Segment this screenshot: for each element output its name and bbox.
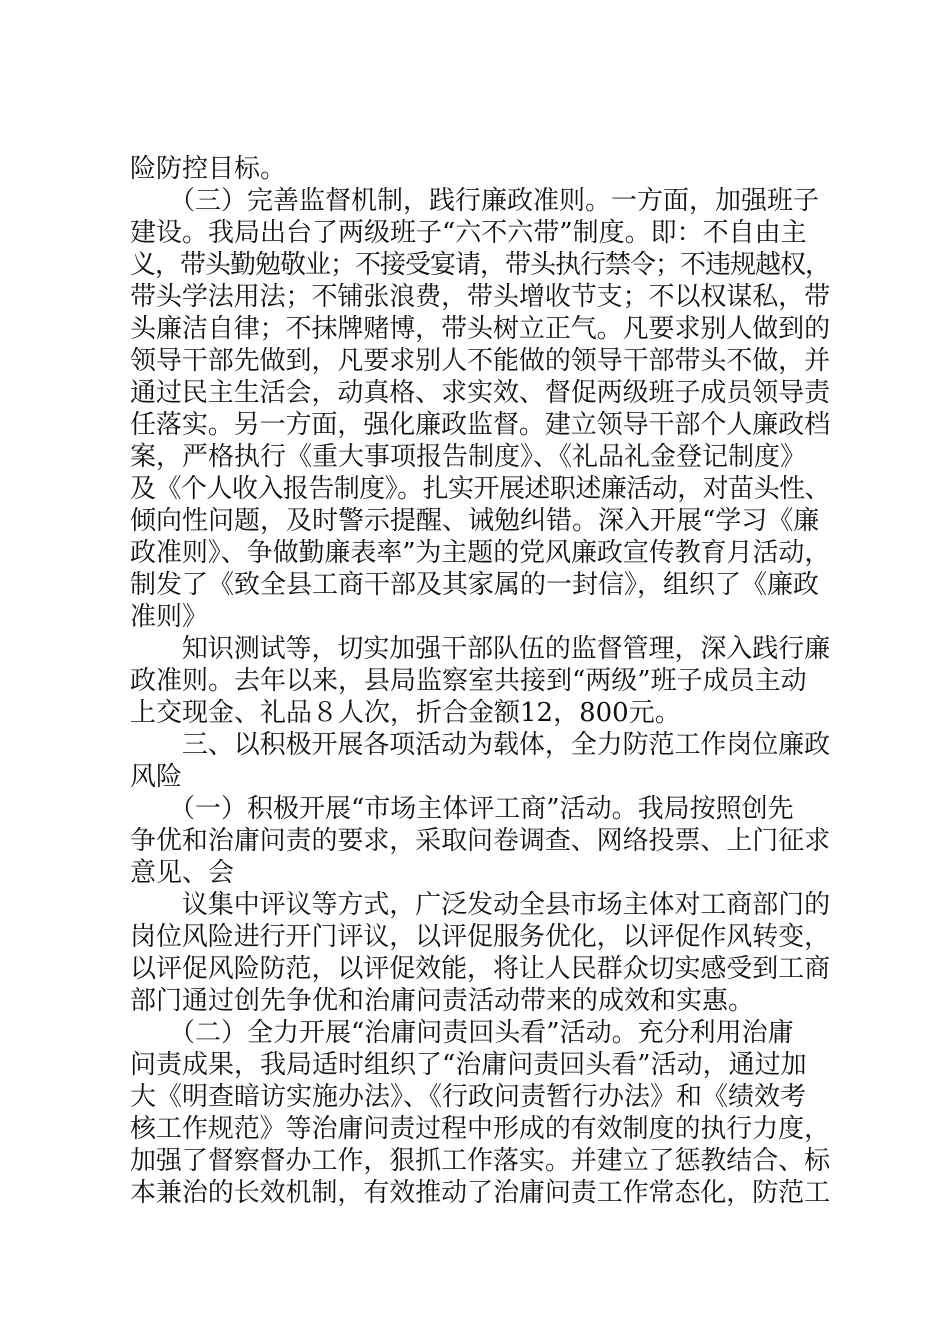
text-line: 任落实。另一方面，强化廉政监督。建立领导干部个人廉政档 bbox=[130, 410, 831, 440]
text-line: 大《明查暗访实施办法》、《行政问责暂行办法》和《绩效考 bbox=[130, 1082, 807, 1112]
text-line: 以评促风险防范，以评促效能，将让人民群众切实感受到工商 bbox=[130, 954, 831, 984]
text-line: 领导干部先做到，凡要求别人不能做的领导干部带头不做，并 bbox=[130, 346, 831, 376]
text-line: （二）全力开展“治庸问责回头看”活动。充分利用治庸 bbox=[130, 1018, 794, 1048]
text-line: 通过民主生活会，动真格、求实效、督促两级班子成员领导责 bbox=[130, 378, 831, 408]
text-line: 岗位风险进行开门评议，以评促服务优化，以评促作风转变， bbox=[130, 922, 831, 952]
text-line: （三）完善监督机制，践行廉政准则。一方面，加强班子 bbox=[130, 186, 820, 216]
text-line: 加强了督察督办工作，狠抓工作落实。并建立了惩教结合、标 bbox=[130, 1146, 831, 1176]
text-line: 核工作规范》等治庸问责过程中形成的有效制度的执行力度， bbox=[130, 1114, 831, 1144]
text-line: 争优和治庸问责的要求，采取问卷调查、网络投票、上门征求 bbox=[130, 826, 831, 856]
text-line: 部门通过创先争优和治庸问责活动带来的成效和实惠。 bbox=[130, 986, 755, 1016]
text-line: 建设。我局出台了两级班子“六不六带”制度。即：不自由主 bbox=[130, 218, 807, 248]
body-text bbox=[130, 153, 830, 1209]
text-line: 准则》 bbox=[130, 602, 209, 632]
text-line: 案，严格执行《重大事项报告制度》、《礼品礼金登记制度》 bbox=[130, 442, 807, 472]
text-line: 头廉洁自律；不抹牌赌博，带头树立正气。凡要求别人做到的 bbox=[130, 314, 831, 344]
text-line: 险防控目标。 bbox=[130, 154, 287, 184]
text-line: 本兼治的长效机制，有效推动了治庸问责工作常态化，防范工 bbox=[130, 1178, 831, 1208]
text-line: 风险 bbox=[130, 762, 183, 792]
text-line: 义，带头勤勉敬业；不接受宴请，带头执行禁令；不违规越权， bbox=[130, 250, 831, 280]
text-line: 三、以积极开展各项活动为载体，全力防范工作岗位廉政 bbox=[130, 730, 831, 760]
text-line: 政准则。去年以来，县局监察室共接到“两级”班子成员主动 bbox=[130, 666, 807, 696]
text-line: 倾向性问题，及时警示提醒、诫勉纠错。深入开展“学习《廉 bbox=[130, 506, 820, 536]
text-line: 政准则》、争做勤廉表率”为主题的党风廉政宣传教育月活动， bbox=[130, 538, 831, 568]
text-line: （一）积极开展“市场主体评工商”活动。我局按照创先 bbox=[130, 794, 794, 824]
text-line: 问责成果，我局适时组织了“治庸问责回头看”活动，通过加 bbox=[130, 1050, 807, 1080]
text-line: 及《个人收入报告制度》。扎实开展述职述廉活动，对苗头性、 bbox=[130, 474, 831, 504]
text-line: 知识测试等，切实加强干部队伍的监督管理，深入践行廉 bbox=[130, 634, 831, 664]
text-line: 制发了《致全县工商干部及其家属的一封信》，组织了《廉政 bbox=[130, 570, 820, 600]
text-line: 意见、会 bbox=[130, 858, 235, 888]
text-line: 议集中评议等方式，广泛发动全县市场主体对工商部门的 bbox=[130, 890, 831, 920]
text-line: 带头学法用法；不铺张浪费，带头增收节支；不以权谋私，带 bbox=[130, 282, 831, 312]
text-line: 上交现金、礼品８人次，折合金额12，800元。 bbox=[130, 698, 681, 728]
